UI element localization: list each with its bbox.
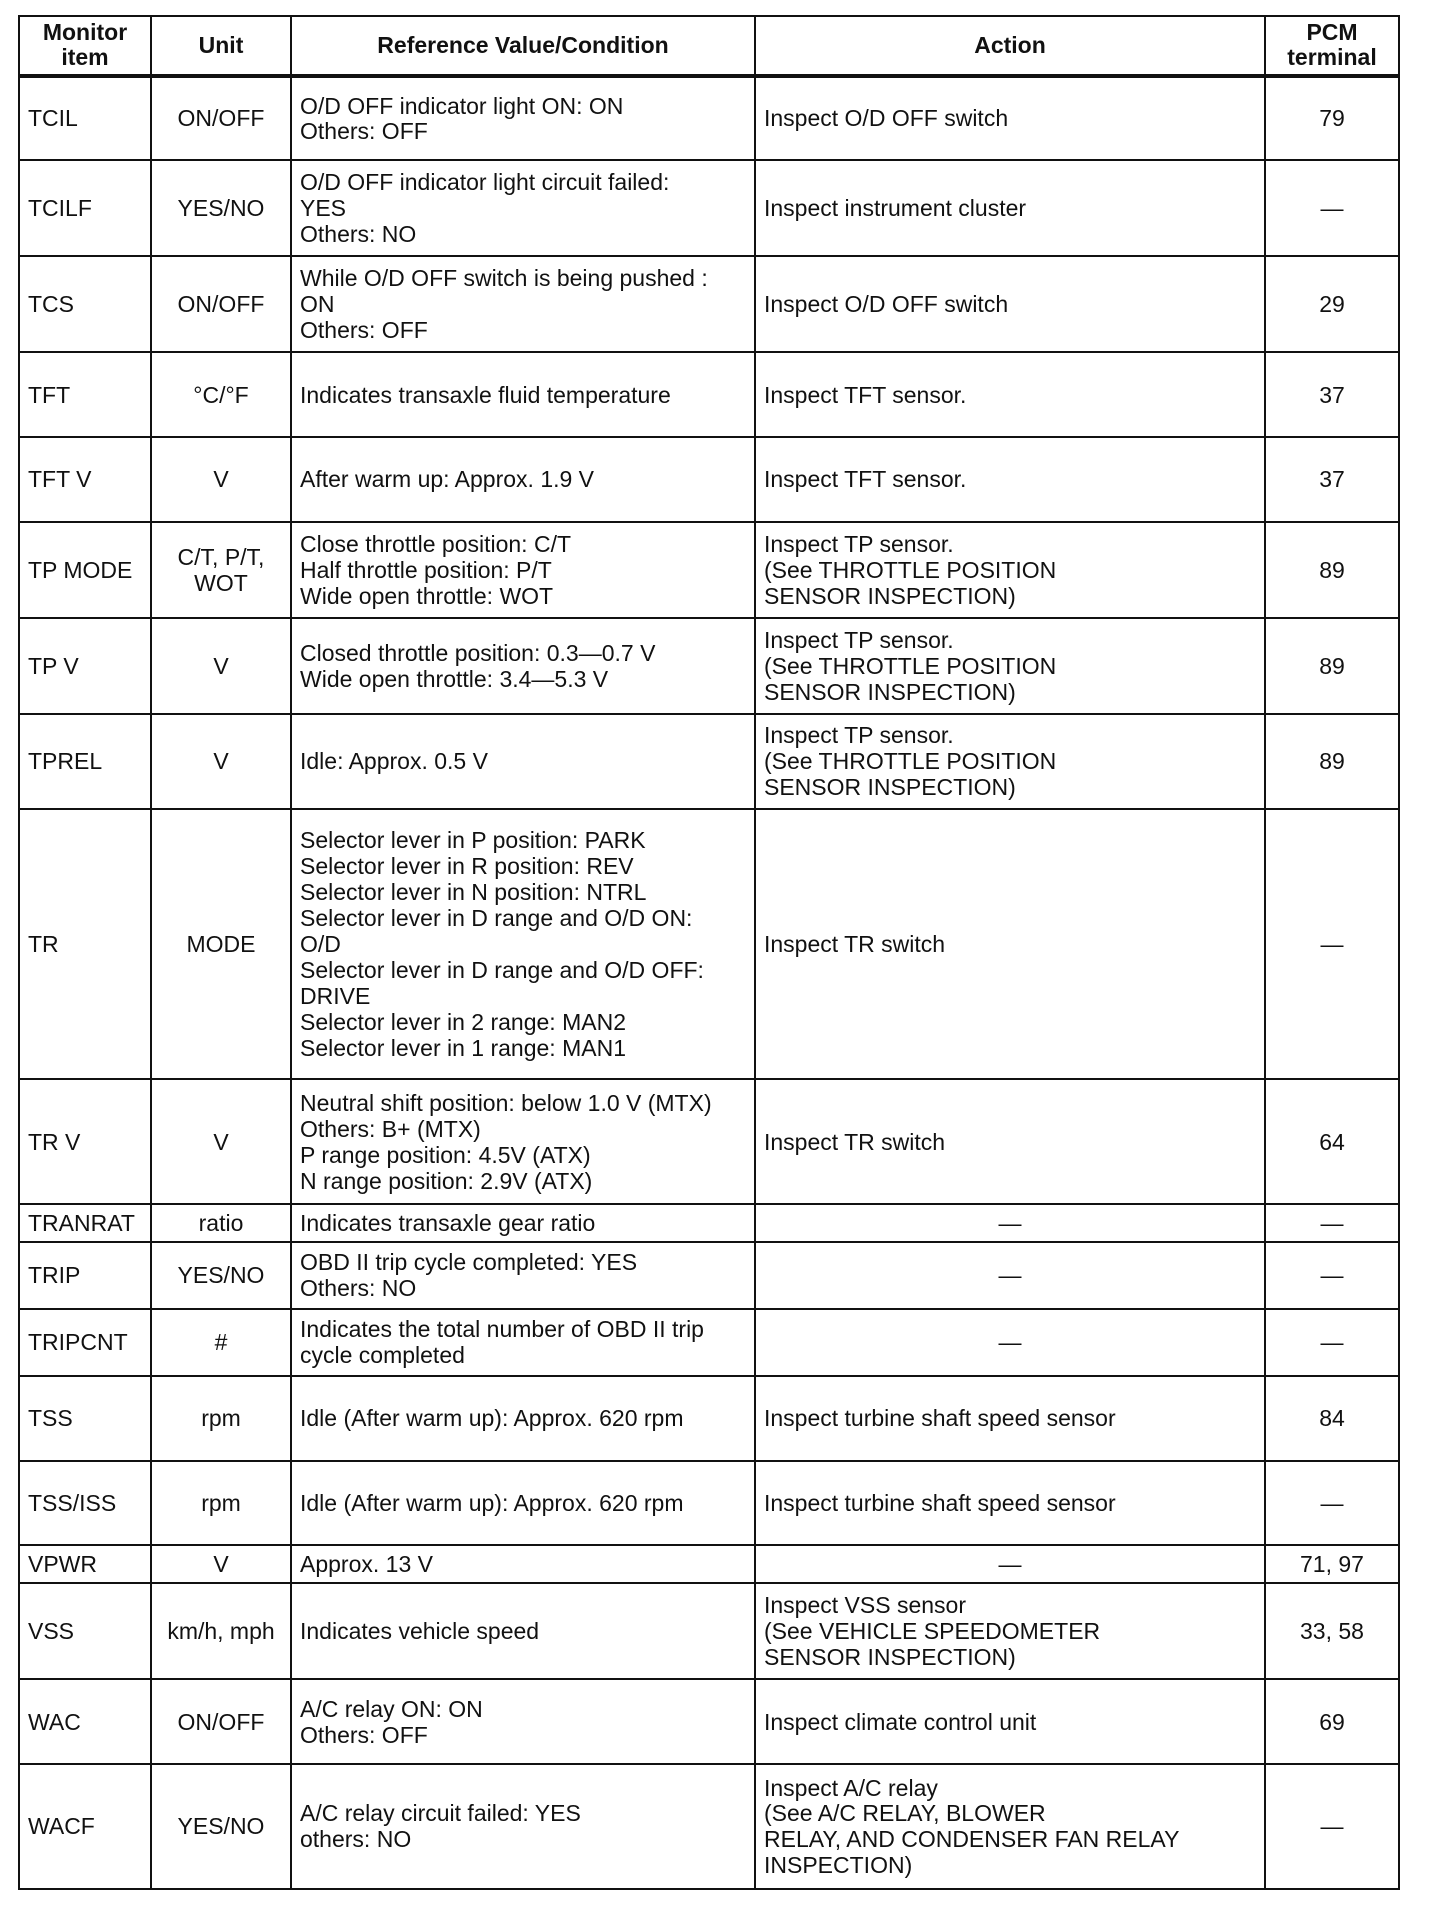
action-cell-line: SENSOR INSPECTION) bbox=[764, 678, 1016, 705]
table-row bbox=[19, 618, 1399, 714]
monitor-item-cell: TCIL bbox=[19, 76, 151, 161]
pcm-terminal-cell: 29 bbox=[1265, 256, 1399, 352]
pcm-terminal-cell: — bbox=[1265, 160, 1399, 256]
reference-value-cell bbox=[291, 1309, 755, 1376]
monitor-item-cell: WACF bbox=[19, 1764, 151, 1889]
table-row bbox=[19, 522, 1399, 618]
action-cell bbox=[755, 809, 1265, 1079]
monitor-item-cell: VPWR bbox=[19, 1545, 151, 1583]
monitor-item-cell: TCS bbox=[19, 256, 151, 352]
reference-value-cell bbox=[291, 522, 755, 618]
unit-cell-line: YES/NO bbox=[177, 1262, 265, 1289]
action-cell-line: (See THROTTLE POSITION bbox=[764, 748, 1057, 775]
reference-value-cell-line: Selector lever in R position: REV bbox=[300, 853, 634, 880]
header-action: Action bbox=[755, 16, 1265, 76]
action-cell bbox=[755, 1242, 1265, 1309]
unit-cell-line: °C/°F bbox=[193, 381, 249, 408]
action-cell bbox=[755, 522, 1265, 618]
reference-value-cell-line: Indicates the total number of OBD II trip bbox=[300, 1316, 704, 1343]
reference-value-cell-line: Neutral shift position: below 1.0 V (MTX) bbox=[300, 1089, 712, 1116]
monitor-item-cell: TSS/ISS bbox=[19, 1461, 151, 1546]
unit-cell bbox=[151, 714, 291, 810]
unit-cell-line: YES/NO bbox=[177, 195, 265, 222]
unit-cell-line: C/T, P/T, bbox=[177, 543, 265, 570]
unit-cell bbox=[151, 1079, 291, 1204]
pcm-terminal-cell: 69 bbox=[1265, 1679, 1399, 1764]
reference-value-cell-line: Indicates transaxle fluid temperature bbox=[300, 381, 671, 408]
monitor-item-cell: TRANRAT bbox=[19, 1204, 151, 1242]
unit-cell-line: ON/OFF bbox=[177, 105, 265, 132]
reference-value-cell-line: Others: OFF bbox=[300, 1721, 428, 1748]
reference-value-cell-line: Others: OFF bbox=[300, 118, 428, 145]
reference-value-cell-line: Wide open throttle: 3.4—5.3 V bbox=[300, 665, 609, 692]
action-cell-line: INSPECTION) bbox=[764, 1852, 913, 1879]
reference-value-cell-line: After warm up: Approx. 1.9 V bbox=[300, 466, 595, 493]
unit-cell-line: V bbox=[213, 748, 229, 775]
action-cell-line: — bbox=[998, 1262, 1022, 1289]
header-text: PCM bbox=[1306, 19, 1358, 45]
action-cell-line: Inspect TFT sensor. bbox=[764, 381, 967, 408]
unit-cell bbox=[151, 1242, 291, 1309]
pcm-terminal-cell: 89 bbox=[1265, 522, 1399, 618]
reference-value-cell bbox=[291, 1242, 755, 1309]
unit-cell bbox=[151, 352, 291, 437]
document-page bbox=[18, 15, 1398, 1890]
reference-value-cell bbox=[291, 1583, 755, 1679]
monitor-item-cell: TPREL bbox=[19, 714, 151, 810]
table-row bbox=[19, 1376, 1399, 1461]
reference-value-cell-line: O/D OFF indicator light circuit failed: bbox=[300, 169, 670, 196]
header-row bbox=[19, 16, 1399, 76]
reference-value-cell-line: Wide open throttle: WOT bbox=[300, 582, 554, 609]
action-cell-line: (See A/C RELAY, BLOWER bbox=[764, 1800, 1046, 1827]
action-cell bbox=[755, 1204, 1265, 1242]
pcm-terminal-cell: 37 bbox=[1265, 352, 1399, 437]
unit-cell bbox=[151, 618, 291, 714]
action-cell bbox=[755, 618, 1265, 714]
action-cell-line: Inspect TR switch bbox=[764, 1128, 946, 1155]
pcm-terminal-cell: 89 bbox=[1265, 714, 1399, 810]
reference-value-cell bbox=[291, 437, 755, 522]
reference-value-cell bbox=[291, 160, 755, 256]
reference-value-cell-line: O/D OFF indicator light ON: ON bbox=[300, 92, 624, 119]
reference-value-cell-line: Others: NO bbox=[300, 221, 417, 248]
reference-value-cell-line: YES bbox=[300, 195, 347, 222]
reference-value-cell bbox=[291, 1204, 755, 1242]
monitor-item-cell: TFT V bbox=[19, 437, 151, 522]
action-cell bbox=[755, 1461, 1265, 1546]
reference-value-cell bbox=[291, 618, 755, 714]
reference-value-cell-line: Indicates vehicle speed bbox=[300, 1618, 540, 1645]
unit-cell-line: V bbox=[213, 652, 229, 679]
action-cell-line: Inspect TR switch bbox=[764, 931, 946, 958]
reference-value-cell-line: Selector lever in N position: NTRL bbox=[300, 879, 647, 906]
reference-value-cell-line: OBD II trip cycle completed: YES bbox=[300, 1249, 638, 1276]
action-cell-line: — bbox=[998, 1329, 1022, 1356]
action-cell-line: SENSOR INSPECTION) bbox=[764, 582, 1016, 609]
reference-value-cell-line: While O/D OFF switch is being pushed : bbox=[300, 265, 708, 292]
reference-value-cell-line: Selector lever in 1 range: MAN1 bbox=[300, 1035, 626, 1062]
monitor-item-cell: TSS bbox=[19, 1376, 151, 1461]
reference-value-cell-line: Half throttle position: P/T bbox=[300, 556, 552, 583]
action-cell-line: Inspect O/D OFF switch bbox=[764, 105, 1009, 132]
unit-cell bbox=[151, 1679, 291, 1764]
table-row bbox=[19, 1079, 1399, 1204]
unit-cell bbox=[151, 76, 291, 161]
action-cell bbox=[755, 714, 1265, 810]
monitor-item-cell: TCILF bbox=[19, 160, 151, 256]
unit-cell bbox=[151, 437, 291, 522]
reference-value-cell-line: Selector lever in P position: PARK bbox=[300, 827, 646, 854]
header-text: terminal bbox=[1287, 44, 1377, 71]
monitor-item-cell: TRIP bbox=[19, 1242, 151, 1309]
monitor-item-cell: VSS bbox=[19, 1583, 151, 1679]
action-cell bbox=[755, 1764, 1265, 1889]
action-cell-line: Inspect O/D OFF switch bbox=[764, 291, 1009, 318]
table-row bbox=[19, 352, 1399, 437]
unit-cell-line: YES/NO bbox=[177, 1813, 265, 1840]
unit-cell-line: rpm bbox=[201, 1405, 241, 1432]
header-reference-value: Reference Value/Condition bbox=[291, 16, 755, 76]
table-row bbox=[19, 1242, 1399, 1309]
reference-value-cell bbox=[291, 1764, 755, 1889]
table-row bbox=[19, 1309, 1399, 1376]
table-body bbox=[19, 76, 1399, 1889]
unit-cell bbox=[151, 1764, 291, 1889]
pcm-terminal-cell: 37 bbox=[1265, 437, 1399, 522]
action-cell bbox=[755, 1545, 1265, 1583]
unit-cell bbox=[151, 1583, 291, 1679]
action-cell-line: — bbox=[998, 1551, 1022, 1578]
pcm-terminal-cell: — bbox=[1265, 809, 1399, 1079]
unit-cell-line: ON/OFF bbox=[177, 291, 265, 318]
reference-value-cell-line: Approx. 13 V bbox=[300, 1551, 433, 1578]
unit-cell-line: rpm bbox=[201, 1489, 241, 1516]
pcm-terminal-cell: — bbox=[1265, 1764, 1399, 1889]
monitor-item-cell: TFT bbox=[19, 352, 151, 437]
pcm-terminal-cell: 33, 58 bbox=[1265, 1583, 1399, 1679]
unit-cell bbox=[151, 1461, 291, 1546]
unit-cell-line: MODE bbox=[186, 931, 256, 958]
pcm-terminal-cell: — bbox=[1265, 1204, 1399, 1242]
action-cell-line: (See THROTTLE POSITION bbox=[764, 556, 1057, 583]
reference-value-cell-line: Close throttle position: C/T bbox=[300, 530, 572, 557]
reference-value-cell-line: cycle completed bbox=[300, 1342, 465, 1369]
table-row bbox=[19, 160, 1399, 256]
action-cell bbox=[755, 1309, 1265, 1376]
unit-cell-line: ratio bbox=[198, 1210, 244, 1237]
reference-value-cell-line: P range position: 4.5V (ATX) bbox=[300, 1141, 591, 1168]
unit-cell bbox=[151, 1545, 291, 1583]
action-cell-line: RELAY, AND CONDENSER FAN RELAY bbox=[764, 1826, 1180, 1853]
table-row bbox=[19, 1461, 1399, 1546]
reference-value-cell-line: Selector lever in 2 range: MAN2 bbox=[300, 1009, 626, 1036]
unit-cell bbox=[151, 1309, 291, 1376]
table-row bbox=[19, 1583, 1399, 1679]
reference-value-cell-line: Idle (After warm up): Approx. 620 rpm bbox=[300, 1489, 684, 1516]
reference-value-cell bbox=[291, 1376, 755, 1461]
action-cell-line: Inspect climate control unit bbox=[764, 1708, 1037, 1735]
reference-value-cell-line: Others: OFF bbox=[300, 317, 428, 344]
pcm-terminal-cell: 71, 97 bbox=[1265, 1545, 1399, 1583]
reference-value-cell-line: N range position: 2.9V (ATX) bbox=[300, 1167, 593, 1194]
monitor-item-cell: TR V bbox=[19, 1079, 151, 1204]
action-cell-line: (See VEHICLE SPEEDOMETER bbox=[764, 1618, 1101, 1645]
unit-cell-line: km/h, mph bbox=[167, 1618, 275, 1645]
reference-value-cell bbox=[291, 76, 755, 161]
pcm-terminal-cell: 84 bbox=[1265, 1376, 1399, 1461]
action-cell bbox=[755, 1679, 1265, 1764]
reference-value-cell-line: Indicates transaxle gear ratio bbox=[300, 1210, 596, 1237]
action-cell bbox=[755, 1079, 1265, 1204]
action-cell bbox=[755, 256, 1265, 352]
reference-value-cell-line: Idle: Approx. 0.5 V bbox=[300, 748, 488, 775]
table-row bbox=[19, 1545, 1399, 1583]
table-row bbox=[19, 809, 1399, 1079]
unit-cell-line: # bbox=[214, 1329, 228, 1356]
reference-value-cell bbox=[291, 1079, 755, 1204]
monitor-item-cell: TR bbox=[19, 809, 151, 1079]
action-cell-line: (See THROTTLE POSITION bbox=[764, 652, 1057, 679]
table-row bbox=[19, 437, 1399, 522]
action-cell bbox=[755, 1376, 1265, 1461]
unit-cell bbox=[151, 1204, 291, 1242]
unit-cell bbox=[151, 160, 291, 256]
action-cell bbox=[755, 352, 1265, 437]
action-cell-line: Inspect TP sensor. bbox=[764, 530, 954, 557]
reference-value-cell-line: O/D bbox=[300, 931, 341, 958]
pcm-terminal-cell: — bbox=[1265, 1461, 1399, 1546]
reference-value-cell bbox=[291, 1461, 755, 1546]
table-row bbox=[19, 1764, 1399, 1889]
pcm-terminal-cell: 79 bbox=[1265, 76, 1399, 161]
action-cell bbox=[755, 76, 1265, 161]
table-row bbox=[19, 1679, 1399, 1764]
unit-cell bbox=[151, 809, 291, 1079]
pcm-terminal-cell: 89 bbox=[1265, 618, 1399, 714]
reference-value-cell-line: Closed throttle position: 0.3—0.7 V bbox=[300, 639, 656, 666]
monitor-item-cell: TP V bbox=[19, 618, 151, 714]
action-cell-line: Inspect turbine shaft speed sensor bbox=[764, 1489, 1116, 1516]
unit-cell-line: WOT bbox=[194, 569, 248, 596]
unit-cell-line: ON/OFF bbox=[177, 1708, 265, 1735]
unit-cell-line: V bbox=[213, 466, 229, 493]
unit-cell bbox=[151, 1376, 291, 1461]
monitor-item-cell: TRIPCNT bbox=[19, 1309, 151, 1376]
reference-value-cell-line: ON bbox=[300, 291, 335, 318]
action-cell-line: Inspect TFT sensor. bbox=[764, 466, 967, 493]
unit-cell-line: V bbox=[213, 1551, 229, 1578]
reference-value-cell-line: Selector lever in D range and O/D ON: bbox=[300, 905, 693, 932]
action-cell-line: Inspect TP sensor. bbox=[764, 626, 954, 653]
table-row bbox=[19, 714, 1399, 810]
reference-value-cell bbox=[291, 1679, 755, 1764]
reference-value-cell bbox=[291, 714, 755, 810]
reference-value-cell-line: Others: NO bbox=[300, 1275, 417, 1302]
header-pcm-terminal bbox=[1265, 16, 1399, 76]
reference-value-cell-line: A/C relay ON: ON bbox=[300, 1695, 483, 1722]
monitor-item-table bbox=[18, 15, 1400, 1890]
table-row bbox=[19, 76, 1399, 161]
unit-cell-line: V bbox=[213, 1128, 229, 1155]
reference-value-cell-line: Selector lever in D range and O/D OFF: bbox=[300, 957, 704, 984]
action-cell-line: Inspect TP sensor. bbox=[764, 722, 954, 749]
action-cell bbox=[755, 160, 1265, 256]
reference-value-cell-line: Others: B+ (MTX) bbox=[300, 1115, 481, 1142]
action-cell-line: Inspect VSS sensor bbox=[764, 1592, 966, 1619]
table-row bbox=[19, 1204, 1399, 1242]
reference-value-cell bbox=[291, 809, 755, 1079]
monitor-item-cell: WAC bbox=[19, 1679, 151, 1764]
action-cell bbox=[755, 437, 1265, 522]
header-text: Monitor bbox=[42, 19, 128, 45]
action-cell-line: Inspect A/C relay bbox=[764, 1774, 938, 1801]
pcm-terminal-cell: 64 bbox=[1265, 1079, 1399, 1204]
reference-value-cell-line: Idle (After warm up): Approx. 620 rpm bbox=[300, 1405, 684, 1432]
header-monitor-item bbox=[19, 16, 151, 76]
table-row bbox=[19, 256, 1399, 352]
reference-value-cell-line: others: NO bbox=[300, 1826, 412, 1853]
action-cell bbox=[755, 1583, 1265, 1679]
header-unit: Unit bbox=[151, 16, 291, 76]
pcm-terminal-cell: — bbox=[1265, 1242, 1399, 1309]
action-cell-line: — bbox=[998, 1210, 1022, 1237]
pcm-terminal-cell: — bbox=[1265, 1309, 1399, 1376]
action-cell-line: SENSOR INSPECTION) bbox=[764, 1644, 1016, 1671]
unit-cell bbox=[151, 256, 291, 352]
reference-value-cell bbox=[291, 1545, 755, 1583]
header-text: item bbox=[61, 44, 109, 71]
reference-value-cell-line: A/C relay circuit failed: YES bbox=[300, 1800, 581, 1827]
monitor-item-cell: TP MODE bbox=[19, 522, 151, 618]
action-cell-line: Inspect instrument cluster bbox=[764, 195, 1027, 222]
reference-value-cell bbox=[291, 352, 755, 437]
reference-value-cell bbox=[291, 256, 755, 352]
action-cell-line: Inspect turbine shaft speed sensor bbox=[764, 1405, 1116, 1432]
action-cell-line: SENSOR INSPECTION) bbox=[764, 774, 1016, 801]
reference-value-cell-line: DRIVE bbox=[300, 983, 371, 1010]
unit-cell bbox=[151, 522, 291, 618]
